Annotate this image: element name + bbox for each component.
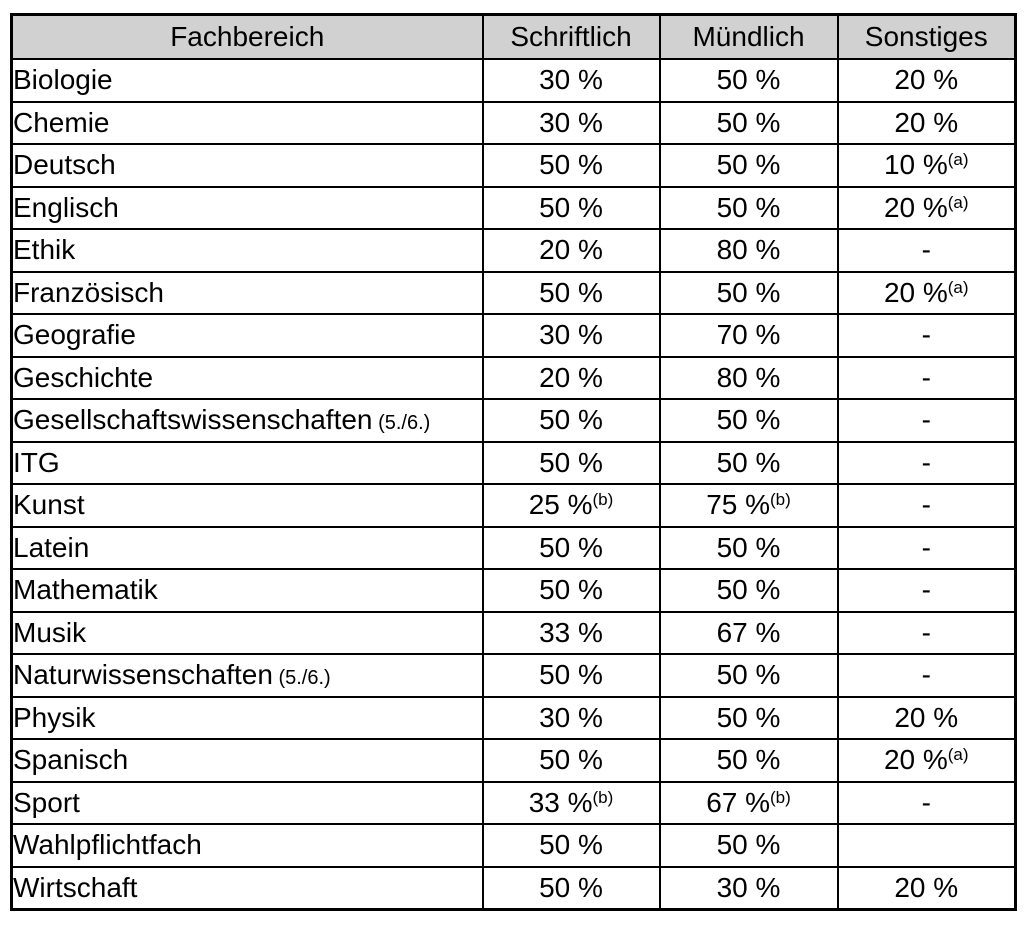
- percentage-value: -: [921, 786, 931, 818]
- percentage-value: -: [921, 489, 931, 521]
- grading-weights-table: [10, 13, 1017, 911]
- percentage-cell: [838, 187, 1016, 230]
- percentage-cell: [483, 229, 660, 272]
- subject-label: Französisch: [13, 276, 164, 308]
- percentage-cell: [838, 442, 1016, 485]
- subject-cell: [12, 612, 483, 655]
- subject-label: Chemie: [13, 106, 110, 138]
- table-row: [12, 739, 1016, 782]
- percentage-value: 33 %: [528, 786, 593, 818]
- table-row: [12, 442, 1016, 485]
- table-row: [12, 824, 1016, 867]
- percentage-cell: [660, 824, 838, 867]
- percentage-cell: [483, 527, 660, 570]
- table-row: [12, 144, 1016, 187]
- percentage-value: 50 %: [716, 64, 781, 96]
- percentage-value: 30 %: [539, 106, 603, 138]
- table-row: [12, 484, 1016, 527]
- percentage-value: 20 %: [883, 276, 948, 308]
- footnote-marker: (a): [947, 745, 969, 765]
- subject-cell: [12, 739, 483, 782]
- percentage-value: -: [921, 234, 931, 266]
- percentage-cell: [838, 782, 1016, 825]
- column-header-schriftlich: Schriftlich: [483, 15, 660, 60]
- percentage-value: 50 %: [716, 531, 781, 563]
- percentage-cell: [483, 314, 660, 357]
- percentage-cell: [483, 187, 660, 230]
- subject-label: Mathematik: [13, 574, 158, 606]
- subject-label: Wahlpflichtfach: [13, 829, 202, 861]
- percentage-cell: [483, 399, 660, 442]
- subject-cell: [12, 399, 483, 442]
- percentage-value: -: [921, 531, 931, 563]
- percentage-cell: [483, 59, 660, 102]
- percentage-value: 20 %: [894, 871, 959, 903]
- percentage-value: -: [921, 659, 931, 691]
- percentage-cell: [483, 484, 660, 527]
- percentage-value: 50 %: [539, 404, 603, 436]
- percentage-value: 50 %: [716, 659, 781, 691]
- table-row: [12, 272, 1016, 315]
- percentage-value: 70 %: [716, 319, 781, 351]
- percentage-value: 50 %: [716, 149, 781, 181]
- percentage-value: -: [921, 574, 931, 606]
- table-row: [12, 102, 1016, 145]
- percentage-cell: [660, 867, 838, 910]
- percentage-cell: [483, 272, 660, 315]
- table-row: [12, 59, 1016, 102]
- percentage-cell: [483, 654, 660, 697]
- percentage-value: 50 %: [716, 404, 781, 436]
- percentage-cell: [660, 357, 838, 400]
- footnote-marker: (b): [592, 787, 614, 807]
- subject-cell: [12, 527, 483, 570]
- percentage-value: 20 %: [883, 744, 948, 776]
- footnote-marker: (b): [592, 490, 614, 510]
- percentage-cell: [660, 484, 838, 527]
- percentage-value: 20 %: [894, 106, 959, 138]
- percentage-cell: [660, 187, 838, 230]
- table-row: [12, 697, 1016, 740]
- table-row: [12, 357, 1016, 400]
- percentage-cell: [660, 569, 838, 612]
- subject-cell: [12, 59, 483, 102]
- subject-label: Geschichte: [13, 361, 154, 393]
- percentage-cell: [660, 229, 838, 272]
- percentage-value: -: [921, 361, 931, 393]
- percentage-cell: [838, 867, 1016, 910]
- subject-cell: [12, 229, 483, 272]
- percentage-cell: [483, 867, 660, 910]
- percentage-cell: [838, 144, 1016, 187]
- subject-label: Spanisch: [13, 744, 129, 776]
- subject-label: Englisch: [13, 191, 119, 223]
- footnote-marker: (a): [947, 192, 969, 212]
- table-row: [12, 612, 1016, 655]
- subject-cell: [12, 314, 483, 357]
- footnote-marker: (b): [770, 787, 791, 807]
- percentage-cell: [838, 569, 1016, 612]
- column-header-muendlich: Mündlich: [660, 15, 838, 60]
- percentage-value: 50 %: [716, 574, 781, 606]
- percentage-value: 33 %: [539, 616, 603, 648]
- percentage-value: 50 %: [539, 744, 603, 776]
- percentage-value: 25 %: [528, 489, 593, 521]
- percentage-value: 50 %: [716, 446, 781, 478]
- table-row: [12, 527, 1016, 570]
- percentage-cell: [660, 527, 838, 570]
- percentage-value: 80 %: [716, 361, 781, 393]
- percentage-cell: [660, 442, 838, 485]
- percentage-cell: [483, 824, 660, 867]
- subject-cell: [12, 484, 483, 527]
- subject-cell: [12, 357, 483, 400]
- footnote-marker: (b): [770, 490, 791, 510]
- subject-grade-level-note: (5./6.): [272, 667, 331, 690]
- percentage-cell: [838, 59, 1016, 102]
- percentage-value: 20 %: [894, 701, 959, 733]
- percentage-value: 80 %: [716, 234, 781, 266]
- subject-label: Kunst: [13, 489, 85, 521]
- percentage-value: -: [921, 446, 931, 478]
- percentage-value: 67 %: [706, 786, 771, 818]
- percentage-cell: [660, 697, 838, 740]
- percentage-cell: [838, 654, 1016, 697]
- percentage-value: 30 %: [539, 64, 603, 96]
- percentage-cell: [483, 782, 660, 825]
- percentage-cell: [838, 272, 1016, 315]
- table-row: [12, 654, 1016, 697]
- subject-cell: [12, 187, 483, 230]
- percentage-value: 50 %: [539, 276, 603, 308]
- percentage-cell: [660, 612, 838, 655]
- percentage-value: 20 %: [539, 361, 603, 393]
- percentage-cell: [838, 739, 1016, 782]
- percentage-cell: [838, 399, 1016, 442]
- percentage-cell: [838, 824, 1016, 867]
- subject-label: Latein: [13, 531, 90, 563]
- table-row: [12, 782, 1016, 825]
- percentage-value: -: [921, 319, 931, 351]
- percentage-value: 50 %: [539, 149, 603, 181]
- table-row: [12, 399, 1016, 442]
- percentage-cell: [660, 314, 838, 357]
- percentage-value: 30 %: [539, 319, 603, 351]
- subject-cell: [12, 272, 483, 315]
- header-row: [12, 15, 1016, 60]
- percentage-value: 20 %: [883, 191, 948, 223]
- column-header-sonstiges: Sonstiges: [838, 15, 1016, 60]
- percentage-value: 50 %: [716, 276, 781, 308]
- percentage-cell: [838, 527, 1016, 570]
- percentage-value: 50 %: [539, 574, 603, 606]
- table-row: [12, 229, 1016, 272]
- subject-cell: [12, 824, 483, 867]
- percentage-cell: [660, 102, 838, 145]
- percentage-cell: [483, 697, 660, 740]
- subject-label: Deutsch: [13, 149, 116, 181]
- percentage-value: 50 %: [716, 701, 781, 733]
- percentage-cell: [483, 739, 660, 782]
- percentage-value: 50 %: [716, 191, 781, 223]
- subject-cell: [12, 697, 483, 740]
- percentage-cell: [838, 229, 1016, 272]
- percentage-cell: [838, 102, 1016, 145]
- percentage-cell: [483, 102, 660, 145]
- percentage-value: 20 %: [894, 64, 959, 96]
- percentage-cell: [660, 739, 838, 782]
- percentage-value: 50 %: [539, 871, 603, 903]
- percentage-value: 20 %: [539, 234, 603, 266]
- percentage-value: 30 %: [716, 871, 781, 903]
- subject-label: Sport: [13, 786, 80, 818]
- percentage-cell: [838, 484, 1016, 527]
- percentage-cell: [838, 612, 1016, 655]
- subject-cell: [12, 569, 483, 612]
- percentage-value: 50 %: [539, 191, 603, 223]
- percentage-cell: [660, 59, 838, 102]
- subject-cell: [12, 442, 483, 485]
- subject-label: Wirtschaft: [13, 871, 138, 903]
- percentage-value: 50 %: [716, 106, 781, 138]
- table-row: [12, 187, 1016, 230]
- percentage-cell: [660, 654, 838, 697]
- percentage-cell: [483, 357, 660, 400]
- percentage-value: -: [921, 404, 931, 436]
- percentage-value: 67 %: [716, 616, 781, 648]
- table-row: [12, 569, 1016, 612]
- percentage-value: 50 %: [539, 446, 603, 478]
- percentage-value: 50 %: [539, 531, 603, 563]
- percentage-value: 10 %: [883, 149, 948, 181]
- percentage-cell: [838, 697, 1016, 740]
- subject-label: ITG: [13, 446, 60, 478]
- footnote-marker: (a): [947, 150, 969, 170]
- percentage-cell: [483, 612, 660, 655]
- subject-label: Gesellschaftswissenschaften: [13, 404, 373, 436]
- table-row: [12, 314, 1016, 357]
- table-body: [12, 59, 1016, 910]
- percentage-value: 75 %: [706, 489, 771, 521]
- percentage-value: 30 %: [539, 701, 603, 733]
- percentage-cell: [838, 314, 1016, 357]
- subject-cell: [12, 782, 483, 825]
- subject-label: Naturwissenschaften: [13, 659, 273, 691]
- footnote-marker: (a): [947, 277, 969, 297]
- percentage-cell: [660, 399, 838, 442]
- percentage-cell: [660, 272, 838, 315]
- subject-cell: [12, 867, 483, 910]
- percentage-cell: [660, 782, 838, 825]
- percentage-cell: [483, 442, 660, 485]
- subject-grade-level-note: (5./6.): [372, 412, 431, 435]
- percentage-cell: [838, 357, 1016, 400]
- column-header-fachbereich: Fachbereich: [12, 15, 483, 60]
- percentage-value: 50 %: [716, 829, 781, 861]
- percentage-cell: [660, 144, 838, 187]
- percentage-cell: [483, 144, 660, 187]
- percentage-value: 50 %: [539, 829, 603, 861]
- percentage-value: -: [921, 616, 931, 648]
- table-header: [12, 15, 1016, 60]
- subject-label: Biologie: [13, 64, 113, 96]
- subject-cell: [12, 102, 483, 145]
- subject-label: Musik: [13, 616, 87, 648]
- subject-label: Physik: [13, 701, 96, 733]
- subject-label: Geografie: [13, 319, 136, 351]
- percentage-cell: [483, 569, 660, 612]
- percentage-value: 50 %: [539, 659, 603, 691]
- subject-cell: [12, 654, 483, 697]
- percentage-value: 50 %: [716, 744, 781, 776]
- subject-label: Ethik: [13, 234, 76, 266]
- subject-cell: [12, 144, 483, 187]
- table-row: [12, 867, 1016, 910]
